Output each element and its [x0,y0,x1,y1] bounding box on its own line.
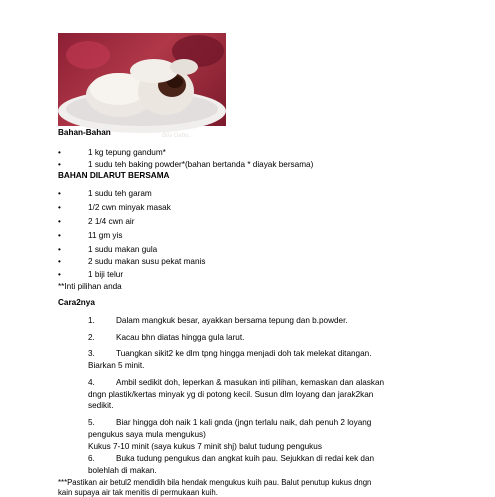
step-text: dngn plastik/kertas minyak yg di potong kecil. Susun dlm loyang dan jarak2kan [88,390,374,399]
heading-bahan: Bahan-Bahan [58,128,111,137]
step-number: 5. [88,418,95,427]
photo-watermark: Bila Gebu... [162,133,194,139]
step-text: Biar hingga doh naik 1 kali gnda (jngn terlalu naik, dah penuh 2 loyang [116,418,372,427]
footer-note: kain supaya air tak menitis di permukaan kuih. [58,488,218,497]
step-number: 3. [88,349,95,358]
step-number: 2. [88,333,95,342]
step-number: 6. [88,454,95,463]
step-number: 4. [88,378,95,387]
step-text: pengukus saya mula mengukus) [88,430,206,439]
step-text: Biarkan 5 minit. [88,361,145,370]
bullet-icon: • [58,231,61,240]
heading-dilarut: BAHAN DILARUT BERSAMA [58,171,170,180]
step-text: Tuangkan sikit2 ke dlm tpng hingga menjadi doh tak melekat ditangan. [116,349,372,358]
bullet-icon: • [58,245,61,254]
footer-note: ***Pastikan air betul2 mendidih bila hendak mengukus kuih pau. Balut penutup kukus dngn [58,478,372,487]
bullet-icon: • [58,203,61,212]
inti-note: **Inti pilihan anda [58,282,122,291]
step-number: 1. [88,316,95,325]
step-text: Ambil sedikit doh, leperkan & masukan inti pilihan, kemaskan dan alaskan [116,378,385,387]
bullet-icon: • [58,270,61,279]
step-text: Kacau bhn diatas hingga gula larut. [116,333,245,342]
step-text: Dalam mangkuk besar, ayakkan bersama tepung dan b.powder. [116,316,348,325]
steamed-bun-illustration [58,33,226,126]
bullet-icon: • [58,148,61,157]
step-text: bolehlah di makan. [88,466,157,475]
step-text: Buka tudung pengukus dan angkat kuih pau. Sejukkan di redai kek dan [116,454,375,463]
bullet-icon: • [58,217,61,226]
heading-cara: Cara2nya [58,298,95,307]
bullet-icon: • [58,189,61,198]
step-text: Kukus 7-10 minit (saya kukus 7 minit shj) balut tudung pengukus [88,442,322,451]
step-text: sedikit. [88,401,114,410]
bullet-icon: • [58,160,61,169]
bullet-icon: • [58,257,61,266]
